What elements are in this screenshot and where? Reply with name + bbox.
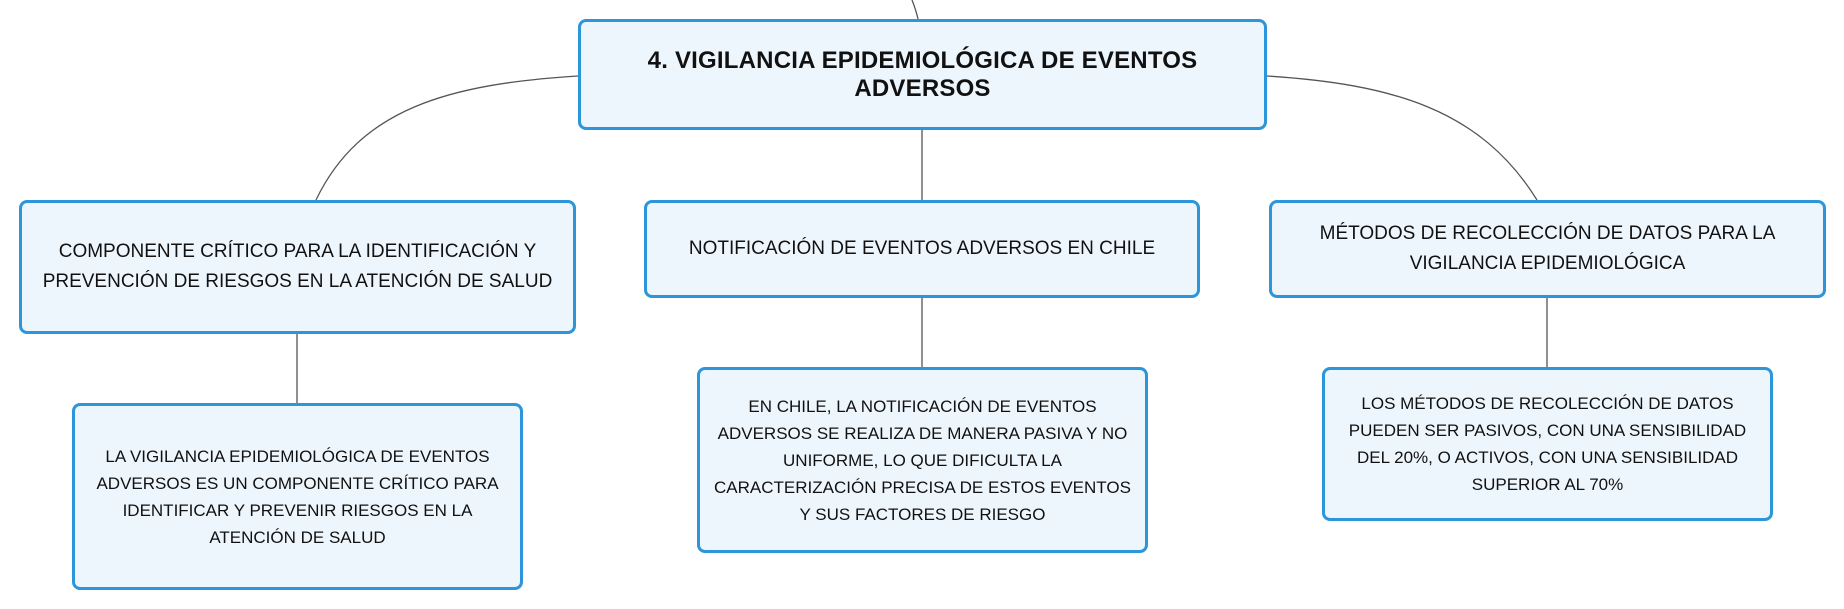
connector-root-to-branch-1 [316, 76, 578, 200]
branch-node-label: MÉTODOS DE RECOLECCIÓN DE DATOS PARA LA VIGILANCIA EPIDEMIOLÓGICA [1319, 223, 1776, 274]
detail-node-text: LOS MÉTODOS DE RECOLECCIÓN DE DATOS PUEDEN SER PASIVOS, CON UNA SENSIBILIDAD DEL 20%, O ACTIVOS, CON UNA SENSIBILIDAD SUPERIOR AL 70% [1348, 394, 1747, 494]
connector-root-to-branch-3 [1267, 76, 1537, 200]
detail-node-critical-component[interactable] [72, 403, 523, 590]
branch-node-label: NOTIFICACIÓN DE EVENTOS ADVERSOS EN CHILE [688, 238, 1156, 259]
detail-node-text: EN CHILE, LA NOTIFICACIÓN DE EVENTOS ADVERSOS SE REALIZA DE MANERA PASIVA Y NO UNIFORME, LO QUE DIFICULTA LA CARACTERIZACIÓN PRECISA DE ESTOS EVENTOS Y SUS FACTORES DE RIESGO [714, 396, 1131, 524]
branch-node-notification-chile[interactable] [644, 200, 1200, 298]
detail-node-notification-chile[interactable] [697, 367, 1148, 553]
root-topic-label: 4. VIGILANCIA EPIDEMIOLÓGICA DE EVENTOS ADVERSOS [647, 46, 1198, 102]
branch-node-label: COMPONENTE CRÍTICO PARA LA IDENTIFICACIÓN Y PREVENCIÓN DE RIESGOS EN LA ATENCIÓN DE SALUD [42, 241, 553, 292]
detail-node-text: LA VIGILANCIA EPIDEMIOLÓGICA DE EVENTOS ADVERSOS ES UN COMPONENTE CRÍTICO PARA IDENTIFICAR Y PREVENIR RIESGOS EN LA ATENCIÓN DE SALUD [96, 446, 499, 547]
connector-parent-to-root [912, 0, 918, 19]
root-topic-node[interactable] [578, 19, 1267, 130]
detail-node-data-collection-methods[interactable] [1322, 367, 1773, 521]
branch-node-critical-component[interactable] [19, 200, 576, 334]
branch-node-data-collection-methods[interactable] [1269, 200, 1826, 298]
